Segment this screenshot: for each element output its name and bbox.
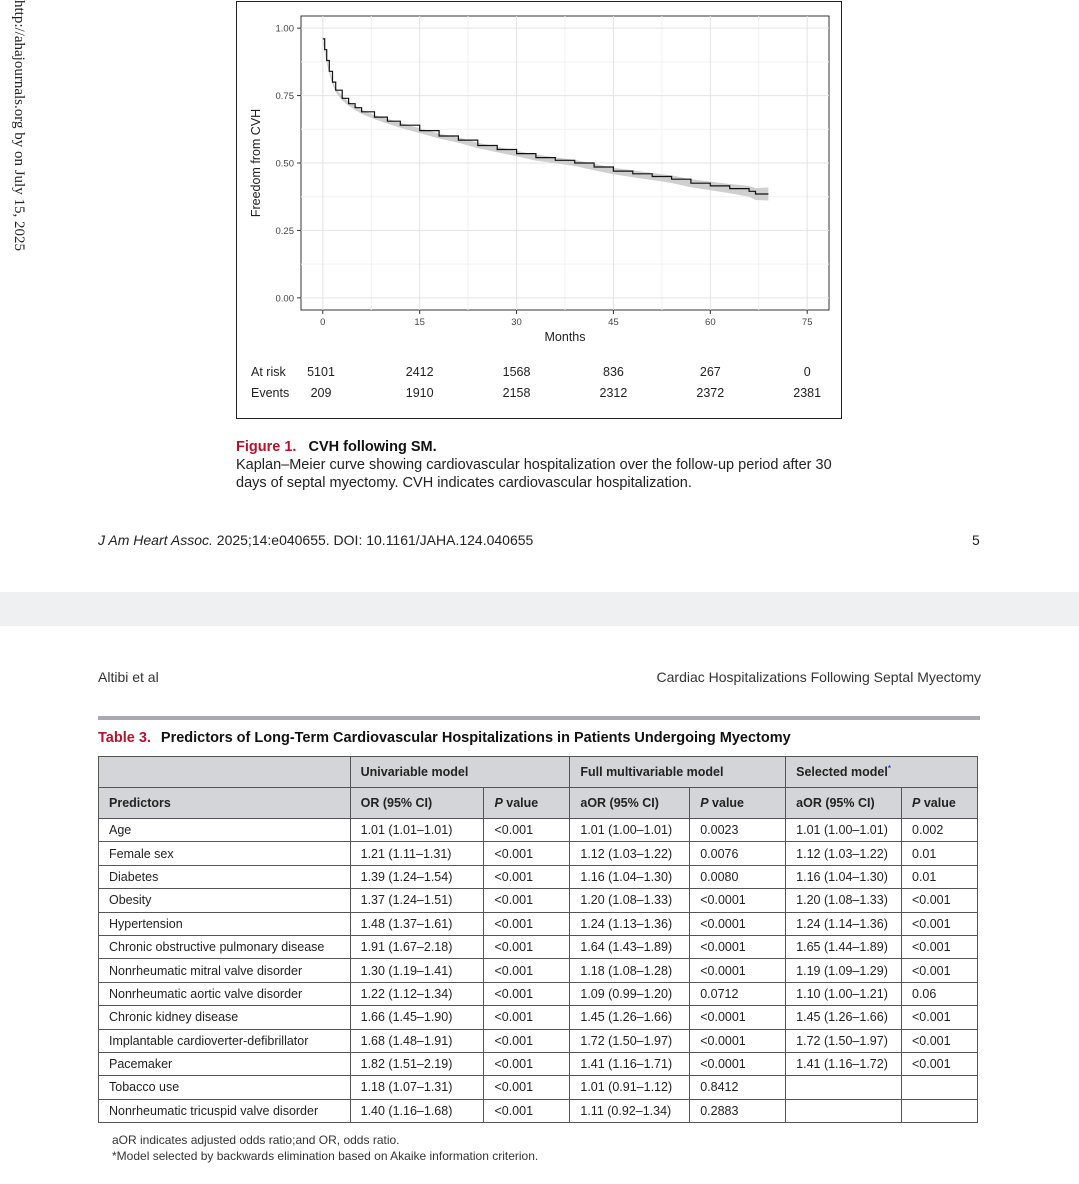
- cell: Age: [99, 819, 351, 842]
- cell: 1.20 (1.08–1.33): [570, 889, 690, 912]
- cell: <0.001: [902, 889, 978, 912]
- cell: 0.0023: [690, 819, 786, 842]
- cell: 0.8412: [690, 1076, 786, 1099]
- cell: Nonrheumatic tricuspid valve disorder: [99, 1099, 351, 1122]
- y-axis-title: Freedom from CVH: [249, 108, 263, 218]
- x-tick-label: 30: [511, 317, 522, 328]
- cell: <0.001: [484, 982, 570, 1005]
- x-tick-label: 60: [705, 317, 716, 328]
- col-predictors: Predictors: [99, 788, 351, 819]
- cell: 1.11 (0.92–1.34): [570, 1099, 690, 1122]
- cell: <0.001: [902, 1052, 978, 1075]
- col-p-rest: value: [502, 796, 539, 810]
- col-p-value: [484, 788, 570, 819]
- cell: 1.01 (1.01–1.01): [350, 819, 484, 842]
- cell: 1.01 (0.91–1.12): [570, 1076, 690, 1099]
- cell: 1.64 (1.43–1.89): [570, 935, 690, 958]
- cell: 1.01 (1.00–1.01): [786, 819, 902, 842]
- cell: Diabetes: [99, 865, 351, 888]
- cell: Nonrheumatic aortic valve disorder: [99, 982, 351, 1005]
- col-p-italic: P: [912, 796, 921, 810]
- cell: <0.0001: [690, 1006, 786, 1029]
- cell: <0.001: [902, 912, 978, 935]
- cell: 1.45 (1.26–1.66): [786, 1006, 902, 1029]
- cell: 1.40 (1.16–1.68): [350, 1099, 484, 1122]
- table-row: [99, 1076, 978, 1099]
- risk-table-value: 267: [699, 365, 721, 379]
- page-number: 5: [972, 532, 980, 548]
- col-p-rest: value: [708, 796, 744, 810]
- table-title-text: Predictors of Long-Term Cardiovascular Hospitalizations in Patients Undergoing Myectomy: [160, 730, 791, 746]
- risk-table-label: Events: [251, 386, 290, 400]
- table-row: [99, 865, 978, 888]
- cell: <0.001: [484, 819, 570, 842]
- cell: Implantable cardioverter-defibrillator: [99, 1029, 351, 1052]
- x-tick-label: 75: [801, 317, 813, 328]
- cell: [786, 1076, 902, 1099]
- group-univariable: Univariable model: [350, 757, 570, 788]
- risk-table-value: 209: [310, 386, 332, 400]
- risk-table-value: 2412: [405, 365, 434, 379]
- table-row: [99, 959, 978, 982]
- cell: 1.45 (1.26–1.66): [570, 1006, 690, 1029]
- risk-table-label: At risk: [251, 365, 286, 379]
- cell: 1.12 (1.03–1.22): [786, 842, 902, 865]
- cell: 1.68 (1.48–1.91): [350, 1029, 484, 1052]
- cell: <0.0001: [690, 959, 786, 982]
- figure-title: CVH following SM.: [308, 439, 437, 455]
- table-row: [99, 1052, 978, 1075]
- cell: 1.16 (1.04–1.30): [570, 865, 690, 888]
- cell: Nonrheumatic mitral valve disorder: [99, 959, 351, 982]
- cell: 1.39 (1.24–1.54): [350, 865, 484, 888]
- cell: <0.0001: [690, 912, 786, 935]
- cell: 1.72 (1.50–1.97): [570, 1029, 690, 1052]
- cell: Obesity: [99, 889, 351, 912]
- header-rule: [98, 716, 980, 720]
- y-tick-label: 0.00: [275, 293, 294, 305]
- table-notes: [112, 1132, 538, 1164]
- x-tick-label: 15: [414, 317, 425, 328]
- table-note-model: *Model selected by backwards elimination based on Akaike information criterion.: [112, 1149, 539, 1163]
- cell: 1.19 (1.09–1.29): [786, 959, 902, 982]
- page-2: [0, 626, 1079, 1184]
- table-row: [99, 819, 978, 842]
- table-row: [99, 1099, 978, 1122]
- y-tick-label: 0.50: [275, 158, 294, 170]
- risk-table-value: 5101: [307, 365, 335, 379]
- cell: Hypertension: [99, 912, 351, 935]
- cell: 1.24 (1.14–1.36): [786, 912, 902, 935]
- cell: <0.001: [484, 912, 570, 935]
- col-p-italic: P: [494, 796, 503, 810]
- cell: <0.001: [902, 1029, 978, 1052]
- y-tick-label: 1.00: [275, 23, 294, 35]
- cell: <0.001: [484, 1029, 570, 1052]
- cell: <0.001: [902, 959, 978, 982]
- cell: 1.10 (1.00–1.21): [786, 982, 902, 1005]
- cell: <0.0001: [690, 889, 786, 912]
- cell: 1.41 (1.16–1.71): [570, 1052, 690, 1075]
- col-p-value: [690, 788, 786, 819]
- cell: Female sex: [99, 842, 351, 865]
- table-row: [99, 935, 978, 958]
- cell: 1.41 (1.16–1.72): [786, 1052, 902, 1075]
- cell: <0.0001: [690, 1052, 786, 1075]
- cell: 1.18 (1.07–1.31): [350, 1076, 484, 1099]
- y-tick-label: 0.25: [275, 225, 294, 237]
- footnote-marker: *: [887, 764, 891, 774]
- cell: <0.0001: [690, 1029, 786, 1052]
- cell: <0.001: [484, 1052, 570, 1075]
- cell: <0.001: [484, 935, 570, 958]
- cell: Tobacco use: [99, 1076, 351, 1099]
- cell: <0.001: [484, 865, 570, 888]
- cell: 1.16 (1.04–1.30): [786, 865, 902, 888]
- cell: 0.01: [902, 865, 978, 888]
- cell: <0.001: [484, 1099, 570, 1122]
- cell: Chronic obstructive pulmonary disease: [99, 935, 351, 958]
- cell: 0.002: [902, 819, 978, 842]
- cell: 0.0076: [690, 842, 786, 865]
- download-watermark: http://ahajournals.org by on July 15, 2025: [11, 0, 27, 251]
- cell: <0.0001: [690, 935, 786, 958]
- table-note-abbrev: aOR indicates adjusted odds ratio;and OR, odds ratio.: [112, 1133, 400, 1147]
- kaplan-meier-chart: [237, 2, 841, 418]
- table-row: [99, 842, 978, 865]
- risk-table-value: 836: [603, 365, 624, 379]
- cell: <0.001: [484, 1006, 570, 1029]
- cell: [786, 1099, 902, 1122]
- page-gap: [0, 592, 1079, 626]
- cell: 1.21 (1.11–1.31): [350, 842, 484, 865]
- risk-table-value: 2312: [599, 386, 628, 400]
- risk-table-value: 1568: [502, 365, 531, 379]
- table-row: [99, 912, 978, 935]
- col-p-value: [902, 788, 978, 819]
- cell: 0.06: [902, 982, 978, 1005]
- cell: 0.0080: [690, 865, 786, 888]
- cell: 1.20 (1.08–1.33): [786, 889, 902, 912]
- x-axis-title: Months: [544, 330, 586, 344]
- cell: [902, 1076, 978, 1099]
- cell: 0.0712: [690, 982, 786, 1005]
- running-header-title: Cardiac Hospitalizations Following Septal Myectomy: [656, 669, 981, 685]
- table-label: Table 3.: [98, 730, 151, 746]
- table-row: [99, 1006, 978, 1029]
- cell: [902, 1099, 978, 1122]
- risk-table-value: 2381: [793, 386, 822, 400]
- cell: <0.001: [484, 959, 570, 982]
- citation-details: 2025;14:e040655. DOI: 10.1161/JAHA.124.040655: [212, 532, 534, 548]
- cell: 1.48 (1.37–1.61): [350, 912, 484, 935]
- x-tick-label: 0: [320, 317, 326, 328]
- cell: <0.001: [484, 842, 570, 865]
- group-selected: [786, 757, 978, 788]
- risk-table-value: 0: [803, 365, 811, 379]
- header-blank: [99, 757, 351, 788]
- cell: <0.001: [902, 935, 978, 958]
- x-tick-label: 45: [608, 317, 619, 328]
- col-or: OR (95% CI): [350, 788, 484, 819]
- table-row: [99, 1029, 978, 1052]
- journal-name: J Am Heart Assoc.: [98, 532, 213, 548]
- table-row: [99, 982, 978, 1005]
- col-aor: aOR (95% CI): [786, 788, 902, 819]
- figure-caption-text: Kaplan–Meier curve showing cardiovascular hospitalization over the follow-up period after 30 days of septal myectomy. CVH indicates cardiovascular hospitalization.: [236, 457, 832, 491]
- cell: 1.22 (1.12–1.34): [350, 982, 484, 1005]
- cell: <0.001: [484, 1076, 570, 1099]
- cell: 1.66 (1.45–1.90): [350, 1006, 484, 1029]
- col-p-rest: value: [920, 796, 956, 810]
- risk-table-value: 2158: [502, 386, 531, 400]
- citation-footer: [98, 532, 533, 548]
- risk-table-value: 1910: [405, 386, 434, 400]
- cell: 1.65 (1.44–1.89): [786, 935, 902, 958]
- figure-label: Figure 1.: [236, 439, 297, 455]
- table-3-title: [98, 730, 791, 746]
- risk-table-value: 2372: [696, 386, 725, 400]
- table-3: [98, 756, 978, 1123]
- cell: Pacemaker: [99, 1052, 351, 1075]
- cell: 1.72 (1.50–1.97): [786, 1029, 902, 1052]
- cell: 1.91 (1.67–2.18): [350, 935, 484, 958]
- cell: <0.001: [902, 1006, 978, 1029]
- figure-caption: [236, 438, 856, 492]
- cell: 1.18 (1.08–1.28): [570, 959, 690, 982]
- cell: 1.09 (0.99–1.20): [570, 982, 690, 1005]
- cell: 0.2883: [690, 1099, 786, 1122]
- group-full-multivariable: Full multivariable model: [570, 757, 786, 788]
- cell: 0.01: [902, 842, 978, 865]
- running-header-authors: Altibi et al: [98, 669, 159, 685]
- cell: 1.01 (1.00–1.01): [570, 819, 690, 842]
- cell: 1.24 (1.13–1.36): [570, 912, 690, 935]
- y-tick-label: 0.75: [275, 91, 294, 103]
- col-p-italic: P: [700, 796, 709, 810]
- cell: <0.001: [484, 889, 570, 912]
- cell: 1.82 (1.51–2.19): [350, 1052, 484, 1075]
- cell: 1.30 (1.19–1.41): [350, 959, 484, 982]
- cell: Chronic kidney disease: [99, 1006, 351, 1029]
- col-aor: aOR (95% CI): [570, 788, 690, 819]
- table-row: [99, 889, 978, 912]
- group-selected-label: Selected model: [796, 765, 888, 780]
- cell: 1.37 (1.24–1.51): [350, 889, 484, 912]
- cell: 1.12 (1.03–1.22): [570, 842, 690, 865]
- figure-1-panel: [236, 1, 842, 419]
